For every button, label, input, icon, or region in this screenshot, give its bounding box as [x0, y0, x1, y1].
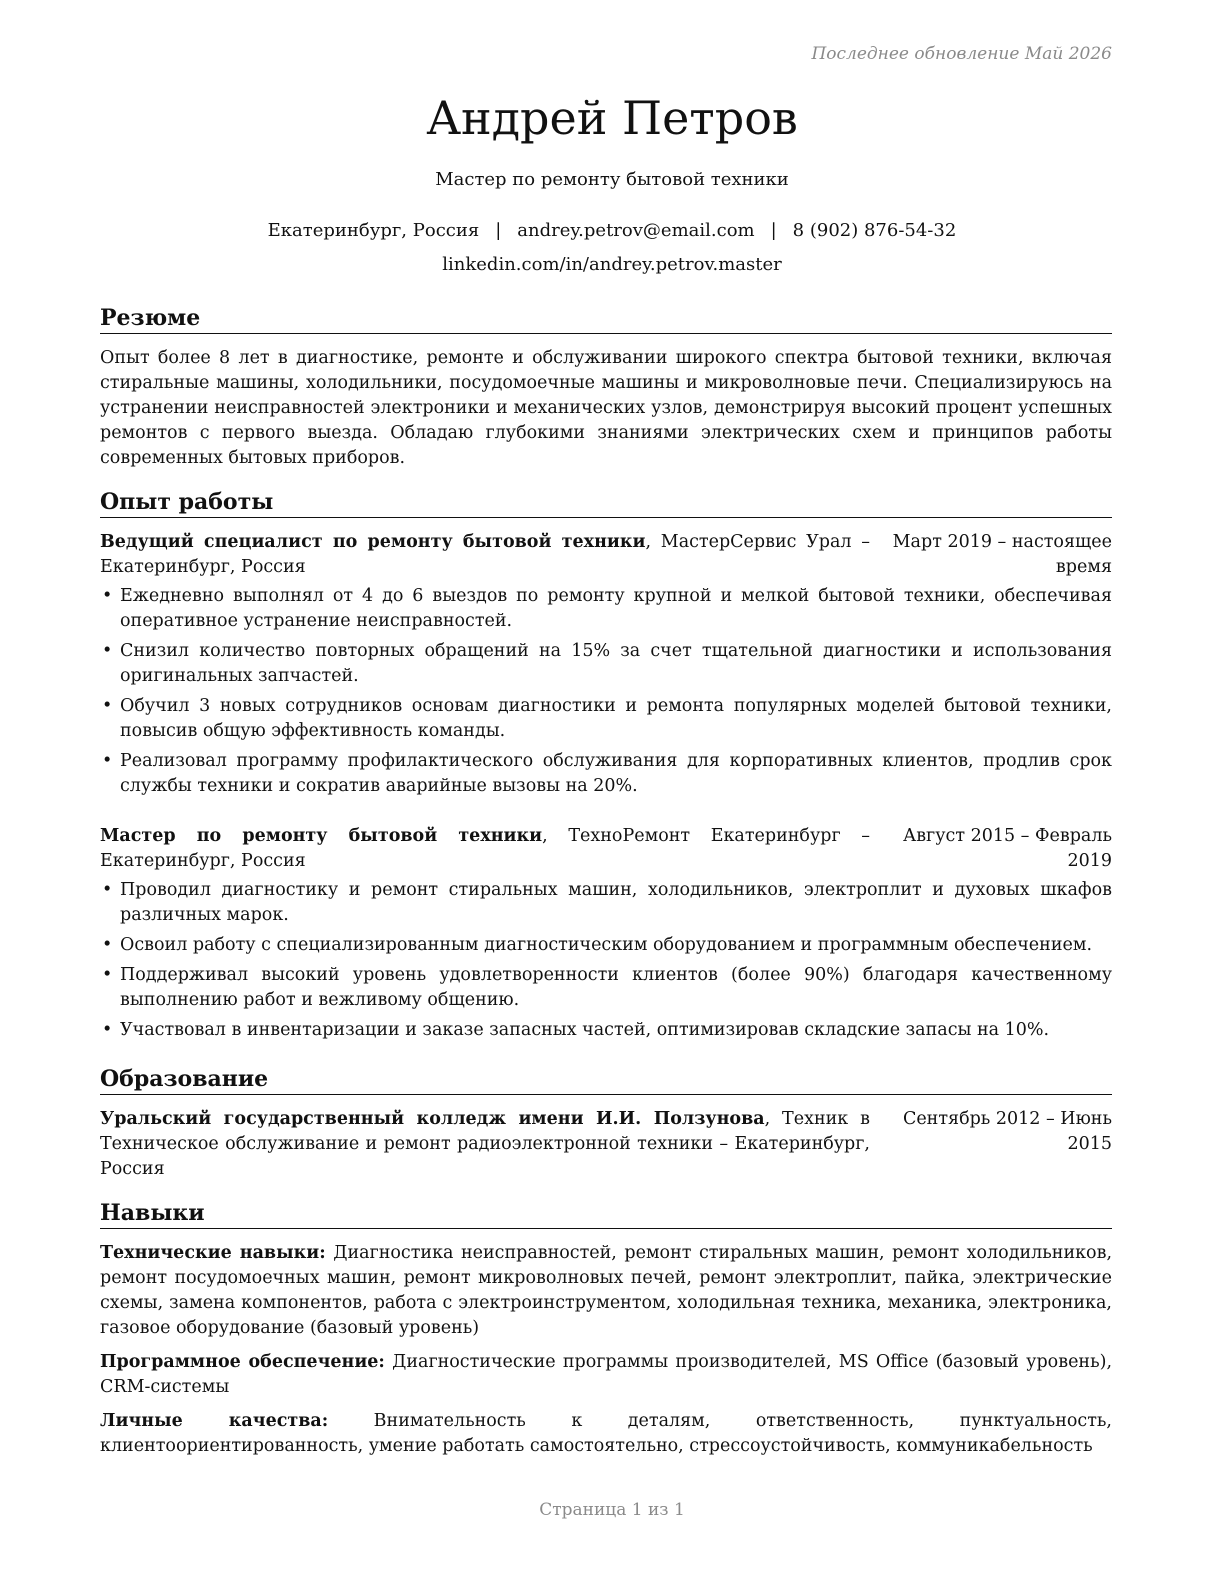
bullet-item: [100, 1018, 1112, 1043]
education-school-details: [100, 1107, 870, 1182]
skill-row-technical: [100, 1241, 1112, 1341]
resume-content: [100, 303, 1112, 1468]
education-dates: Сентябрь 2012 – Июнь 2015: [902, 1109, 1112, 1154]
job-company: , ТехноРемонт Екатеринбург – Екатеринбург, Россия: [100, 826, 871, 871]
job-dates: Март 2019 – настоящее время: [892, 532, 1112, 577]
section-title-experience: Опыт работы: [100, 487, 1112, 518]
skill-row-software: [100, 1350, 1112, 1400]
skill-text: Диагностика неисправностей, ремонт стиральных машин, ремонт холодильников, ремонт посудомоечных машин, ремонт микроволновых печей, ремонт электроплит, пайка, электрические схемы, замена компонентов, работа с электроинструментом, холодильная техника, механика, электроника, газовое оборудование (базовый уровень): [100, 1243, 1113, 1338]
job-entry: [100, 530, 1112, 799]
bullet-icon: •: [102, 965, 113, 985]
skill-text: Внимательность к деталям, ответственность, пунктуальность, клиентоориентированность, умение работать самостоятельно, стрессоустойчивость, коммуникабельность: [100, 1411, 1112, 1456]
bullet-item: [100, 749, 1112, 799]
job-company: , МастерСервис Урал – Екатеринбург, Россия: [100, 532, 870, 577]
job-role: Мастер по ремонту бытовой техники: [100, 826, 543, 846]
bullet-text: Проводил диагностику и ремонт стиральных машин, холодильников, электроплит и духовых шкафов различных марок.: [120, 880, 1112, 925]
summary-text: Опыт более 8 лет в диагностике, ремонте и обслуживании широкого спектра бытовой техники, включая стиральные машины, холодильники, посудомоечные машины и микроволновые печи. Специализируюсь на устранении неисправностей электроники и механических узлов, демонстрируя высокий процент успешных ремонтов с первого выезда. Обладаю глубокими знаниями электрических схем и принципов работы современных бытовых приборов.: [100, 348, 1112, 468]
bullet-text: Снизил количество повторных обращений на 15% за счет тщательной диагностики и использования оригинальных запчастей.: [120, 641, 1112, 686]
bullet-icon: •: [102, 880, 113, 900]
location: Екатеринбург, Россия: [267, 220, 480, 241]
job-header: [100, 530, 1112, 580]
job-bullets: [100, 878, 1112, 1043]
bullet-item: [100, 933, 1112, 958]
separator: |: [495, 220, 502, 241]
skill-label: Программное обеспечение:: [100, 1352, 385, 1372]
bullet-text: Обучил 3 новых сотрудников основам диагностики и ремонта популярных моделей бытовой техники, повысив общую эффективность команды.: [120, 696, 1112, 741]
contact-line: [0, 219, 1224, 243]
section-title-summary: Резюме: [100, 303, 1112, 334]
section-title-skills: Навыки: [100, 1198, 1112, 1229]
skill-label: Личные качества:: [100, 1411, 329, 1431]
skill-text: Диагностические программы производителей, MS Office (базовый уровень), CRM-системы: [100, 1352, 1113, 1397]
bullet-icon: •: [102, 696, 113, 716]
education-details: , Техник в Техническое обслуживание и ремонт радиоэлектронной техники – Екатеринбург, Россия: [100, 1109, 870, 1179]
bullet-icon: •: [102, 935, 113, 955]
phone: 8 (902) 876-54-32: [792, 220, 957, 241]
job-role-company: [100, 824, 870, 874]
bullet-item: [100, 694, 1112, 744]
bullet-item: [100, 878, 1112, 928]
bullet-text: Освоил работу с специализированным диагностическим оборудованием и программным обеспечением.: [120, 935, 1093, 955]
job-header: [100, 824, 1112, 874]
bullet-text: Поддерживал высокий уровень удовлетворенности клиентов (более 90%) благодаря качественному выполнению работ и вежливому общению.: [120, 965, 1112, 1010]
separator: |: [770, 220, 777, 241]
job-role: Ведущий специалист по ремонту бытовой техники: [100, 532, 646, 552]
section-title-education: Образование: [100, 1064, 1112, 1095]
job-title: Мастер по ремонту бытовой техники: [435, 169, 789, 190]
job-bullets: [100, 584, 1112, 799]
skill-label: Технические навыки:: [100, 1243, 326, 1263]
page-number: Страница 1 из 1: [539, 1500, 685, 1520]
education-school: Уральский государственный колледж имени И.И. Ползунова: [100, 1109, 765, 1129]
education-entry: [100, 1107, 1112, 1182]
bullet-text: Ежедневно выполнял от 4 до 6 выездов по ремонту крупной и мелкой бытовой техники, обеспечивая оперативное устранение неисправностей.: [120, 586, 1112, 631]
candidate-name: Андрей Петров: [426, 91, 798, 145]
bullet-item: [100, 963, 1112, 1013]
bullet-item: [100, 584, 1112, 634]
email-link[interactable]: andrey.petrov@email.com: [517, 220, 755, 241]
bullet-icon: •: [102, 586, 113, 606]
job-dates: Август 2015 – Февраль 2019: [902, 826, 1112, 871]
bullet-icon: •: [102, 751, 113, 771]
bullet-item: [100, 639, 1112, 689]
bullet-icon: •: [102, 641, 113, 661]
skill-row-personal: [100, 1409, 1112, 1459]
job-entry: [100, 824, 1112, 1043]
last-updated: Последнее обновление Май 2026: [811, 44, 1112, 64]
bullet-text: Участвовал в инвентаризации и заказе запасных частей, оптимизировав складские запасы на 10%.: [120, 1020, 1050, 1040]
job-role-company: [100, 530, 870, 580]
bullet-icon: •: [102, 1020, 113, 1040]
linkedin-link[interactable]: linkedin.com/in/andrey.petrov.master: [442, 254, 782, 275]
bullet-text: Реализовал программу профилактического обслуживания для корпоративных клиентов, продлив срок службы техники и сократив аварийные вызовы на 20%.: [120, 751, 1112, 796]
